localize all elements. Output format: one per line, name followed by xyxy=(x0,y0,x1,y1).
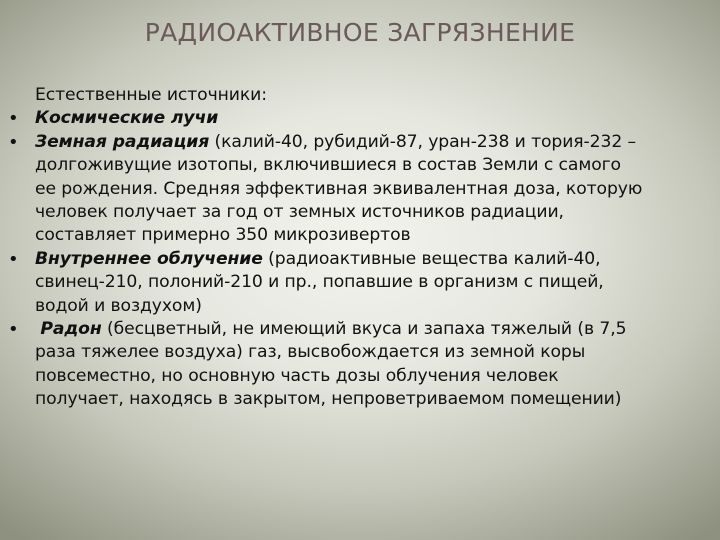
item-text-line: человек получает за год от земных источников радиации, xyxy=(35,202,564,223)
list-item-radon xyxy=(8,318,710,341)
bullet-icon: • xyxy=(8,108,19,130)
item-text-line: свинец-210, полоний-210 и пр., попавшие в организм с пищей, xyxy=(35,272,604,293)
item-text-line: ее рождения. Средняя эффективная эквивалентная доза, которую xyxy=(35,178,643,199)
list-item-terrestrial xyxy=(8,131,710,154)
item-text-line: раза тяжелее воздуха) газ, высвобождается из земной коры xyxy=(35,342,586,363)
list-item-internal xyxy=(8,248,710,271)
item-text-line: долгоживущие изотопы, включившиеся в состав Земли с самого xyxy=(35,155,621,176)
bullet-icon: • xyxy=(8,131,19,153)
item-term: Космические лучи xyxy=(35,108,219,129)
item-term: Земная радиация xyxy=(35,131,210,152)
item-text: (калий-40, рубидий-87, уран-238 и тория-232 – xyxy=(209,131,637,152)
item-text: (бесцветный, не имеющий вкуса и запаха тяжелый (в 7,5 xyxy=(101,319,627,340)
item-text: (радиоактивные вещества калий-40, xyxy=(262,248,601,269)
item-text-line: составляет примерно 350 микрозивертов xyxy=(35,225,411,246)
item-term: Внутреннее облучение xyxy=(35,248,263,269)
item-term: Радон xyxy=(40,319,102,340)
intro-text: Естественные источники: xyxy=(35,85,267,105)
slide-body xyxy=(8,84,710,412)
bullet-icon: • xyxy=(8,248,19,270)
list-item-cosmic xyxy=(8,107,710,130)
bullet-icon: • xyxy=(8,319,19,341)
item-text-line: водой и воздухом) xyxy=(35,295,202,316)
item-text-line: повсеместно, но основную часть дозы облучения человек xyxy=(35,365,559,386)
item-text-line: получает, находясь в закрытом, непроветриваемом помещении) xyxy=(35,389,622,410)
slide-title: РАДИОАКТИВНОЕ ЗАГРЯЗНЕНИЕ xyxy=(144,18,576,47)
